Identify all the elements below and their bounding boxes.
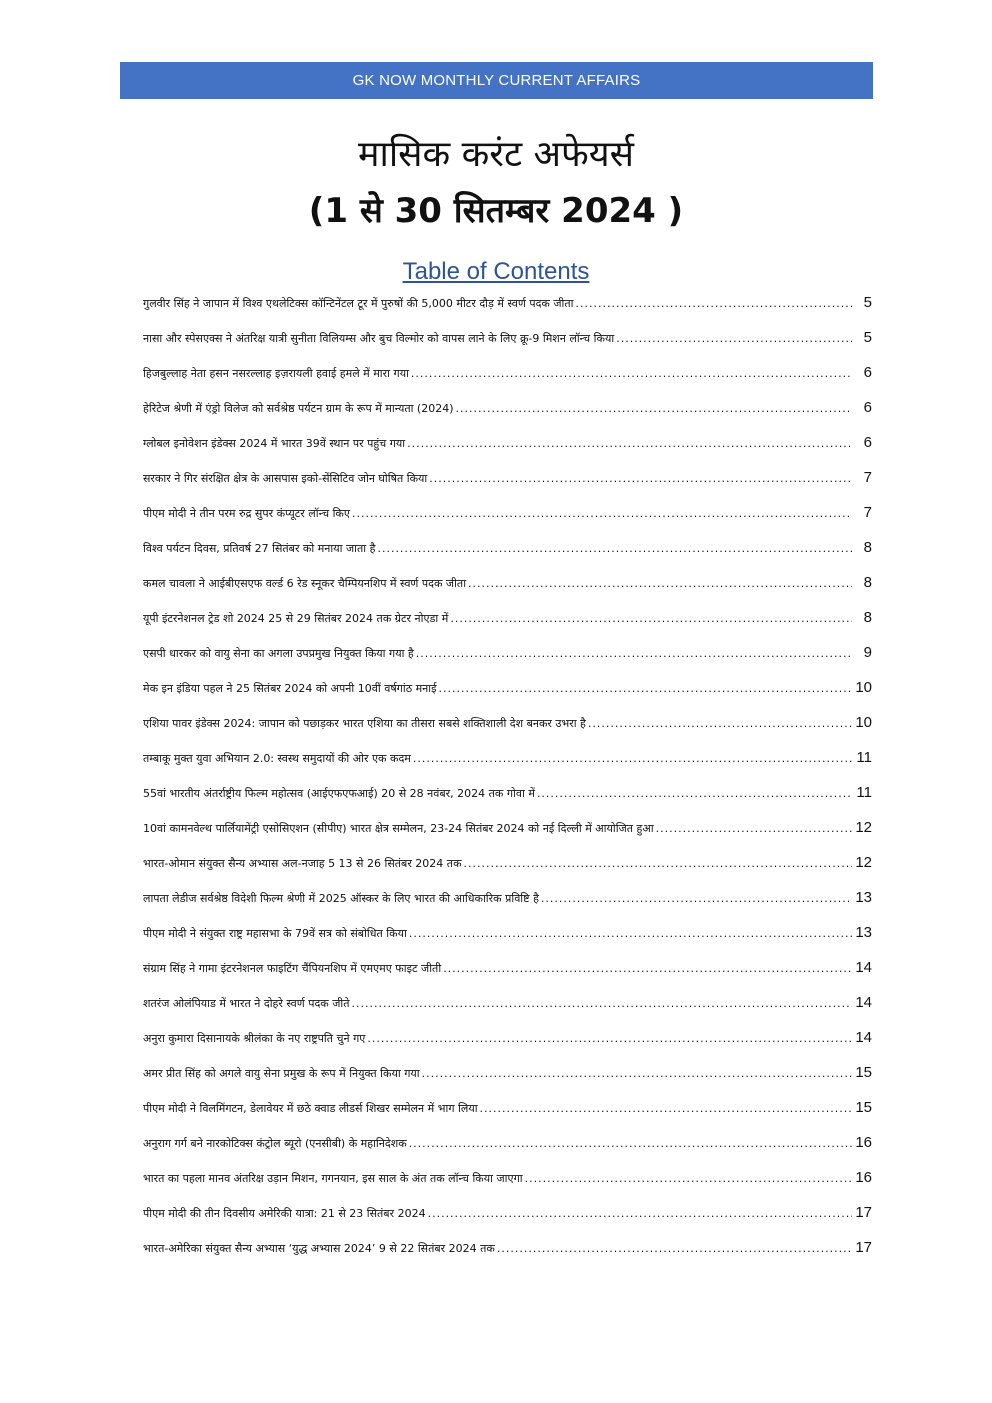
toc-entry[interactable]: [143, 1134, 872, 1169]
toc-entry-page-number[interactable]: 8: [863, 609, 872, 626]
toc-dot-leader: [525, 1172, 852, 1185]
toc-entry-page-number[interactable]: 9: [863, 644, 872, 661]
toc-entry[interactable]: [143, 294, 872, 329]
toc-dot-leader: [428, 1207, 852, 1220]
toc-entry[interactable]: [143, 644, 872, 679]
toc-dot-leader: [541, 892, 852, 905]
toc-entry-page-number[interactable]: 6: [863, 364, 872, 381]
toc-entry-title[interactable]: सरकार ने गिर संरक्षित क्षेत्र के आसपास इको-सेंसिटिव जोन घोषित किया: [143, 472, 428, 485]
toc-entry-title[interactable]: एशिया पावर इंडेक्स 2024: जापान को पछाड़कर भारत एशिया का तीसरा सबसे शक्तिशाली देश बनकर उभरा है: [143, 717, 586, 730]
toc-entry[interactable]: [143, 434, 872, 469]
toc-entry-title[interactable]: तम्बाकू मुक्त युवा अभियान 2.0: स्वस्थ समुदायों की ओर एक कदम: [143, 752, 411, 765]
toc-entry[interactable]: [143, 854, 872, 889]
toc-entry-page-number[interactable]: 16: [855, 1134, 872, 1151]
toc-entry-title[interactable]: एसपी धारकर को वायु सेना का अगला उपप्रमुख नियुक्त किया गया है: [143, 647, 414, 660]
toc-dot-leader: [367, 1032, 852, 1045]
toc-entry-page-number[interactable]: 6: [863, 434, 872, 451]
toc-entry[interactable]: [143, 469, 872, 504]
toc-entry[interactable]: [143, 1099, 872, 1134]
toc-entry-title[interactable]: पीएम मोदी की तीन दिवसीय अमेरिकी यात्रा: 21 से 23 सितंबर 2024: [143, 1207, 426, 1220]
toc-entry-page-number[interactable]: 10: [855, 714, 872, 731]
toc-entry-title[interactable]: विश्व पर्यटन दिवस, प्रतिवर्ष 27 सितंबर को मनाया जाता है: [143, 542, 376, 555]
toc-entry[interactable]: [143, 1029, 872, 1064]
toc-entry-page-number[interactable]: 11: [856, 784, 872, 801]
toc-dot-leader: [464, 857, 852, 870]
toc-entry-page-number[interactable]: 15: [855, 1099, 872, 1116]
toc-entry-title[interactable]: शतरंज ओलंपियाड में भारत ने दोहरे स्वर्ण पदक जीते: [143, 997, 350, 1010]
toc-entry-page-number[interactable]: 13: [855, 924, 872, 941]
toc-dot-leader: [616, 332, 852, 345]
toc-entry[interactable]: [143, 784, 872, 819]
toc-entry-page-number[interactable]: 7: [863, 469, 872, 486]
toc-entry-title[interactable]: भारत-ओमान संयुक्त सैन्य अभ्यास अल-नजाह 5 13 से 26 सितंबर 2024 तक: [143, 857, 462, 870]
toc-entry-page-number[interactable]: 14: [855, 1029, 872, 1046]
toc-dot-leader: [588, 717, 852, 730]
toc-dot-leader: [416, 647, 852, 660]
header-banner: [120, 62, 873, 99]
toc-entry-page-number[interactable]: 6: [863, 399, 872, 416]
toc-entry[interactable]: [143, 959, 872, 994]
toc-entry-title[interactable]: भारत-अमेरिका संयुक्त सैन्य अभ्यास ‘युद्ध अभ्यास 2024’ 9 से 22 सितंबर 2024 तक: [143, 1242, 495, 1255]
toc-dot-leader: [443, 962, 852, 975]
toc-dot-leader: [409, 1137, 852, 1150]
toc-dot-leader: [409, 927, 852, 940]
toc-dot-leader: [377, 542, 852, 555]
toc-entry-title[interactable]: ग्लोबल इनोवेशन इंडेक्स 2024 में भारत 39वें स्थान पर पहुंच गया: [143, 437, 406, 450]
toc-entry[interactable]: [143, 329, 872, 364]
toc-dot-leader: [576, 297, 853, 310]
header-banner-text: GK NOW MONTHLY CURRENT AFFAIRS: [352, 72, 641, 89]
toc-entry[interactable]: [143, 679, 872, 714]
toc-entry-page-number[interactable]: 8: [863, 574, 872, 591]
toc-entry-page-number[interactable]: 7: [863, 504, 872, 521]
toc-entry-title[interactable]: यूपी इंटरनेशनल ट्रेड शो 2024 25 से 29 सितंबर 2024 तक ग्रेटर नोएडा में: [143, 612, 449, 625]
toc-entry[interactable]: [143, 609, 872, 644]
toc-entry-title[interactable]: लापता लेडीज सर्वश्रेष्ठ विदेशी फिल्म श्रेणी में 2025 ऑस्कर के लिए भारत की आधिकारिक प्रविष्टि है: [143, 892, 539, 905]
toc-entry-page-number[interactable]: 17: [855, 1239, 872, 1256]
toc-entry-page-number[interactable]: 10: [855, 679, 872, 696]
toc-entry[interactable]: [143, 574, 872, 609]
toc-entry-title[interactable]: अमर प्रीत सिंह को अगले वायु सेना प्रमुख के रूप में नियुक्त किया गया: [143, 1067, 420, 1080]
toc-entry[interactable]: [143, 1169, 872, 1204]
toc-entry[interactable]: [143, 364, 872, 399]
toc-entry-page-number[interactable]: 5: [863, 294, 872, 311]
toc-dot-leader: [352, 997, 852, 1010]
toc-entry-page-number[interactable]: 17: [855, 1204, 872, 1221]
toc-entry-title[interactable]: भारत का पहला मानव अंतरिक्ष उड़ान मिशन, गगनयान, इस साल के अंत तक लॉन्च किया जाएगा: [143, 1172, 523, 1185]
toc-entry-title[interactable]: गुलवीर सिंह ने जापान में विश्व एथलेटिक्स कॉन्टिनेंटल टूर में पुरुषों की 5,000 मीटर दौड़ में स्वर्ण पदक जीता: [143, 297, 574, 310]
toc-entry-title[interactable]: मेक इन इंडिया पहल ने 25 सितंबर 2024 को अपनी 10वीं वर्षगांठ मनाई: [143, 682, 437, 695]
toc-entry-title[interactable]: 10वां कामनवेल्थ पार्लियामेंट्री एसोसिएशन (सीपीए) भारत क्षेत्र सम्मेलन, 23-24 सितंबर 2024 को नई दिल्ली में आयोजित हुआ: [143, 822, 654, 835]
toc-entry-title[interactable]: अनुराग गर्ग बने नारकोटिक्स कंट्रोल ब्यूरो (एनसीबी) के महानिदेशक: [143, 1137, 407, 1150]
toc-entry-page-number[interactable]: 14: [855, 959, 872, 976]
toc-entry[interactable]: [143, 1204, 872, 1239]
toc-entry-title[interactable]: पीएम मोदी ने संयुक्त राष्ट्र महासभा के 79वें सत्र को संबोधित किया: [143, 927, 407, 940]
toc-dot-leader: [429, 472, 852, 485]
toc-dot-leader: [537, 787, 852, 800]
toc-dot-leader: [407, 437, 852, 450]
toc-entry[interactable]: [143, 924, 872, 959]
toc-dot-leader: [480, 1102, 852, 1115]
toc-dot-leader: [497, 1242, 852, 1255]
toc-entry-title[interactable]: पीएम मोदी ने तीन परम रुद्र सुपर कंप्यूटर लॉन्च किए: [143, 507, 350, 520]
toc-list: [143, 294, 872, 1274]
toc-entry-page-number[interactable]: 13: [855, 889, 872, 906]
toc-dot-leader: [411, 367, 852, 380]
toc-dot-leader: [352, 507, 852, 520]
toc-entry-title[interactable]: कमल चावला ने आईबीएसएफ वर्ल्ड 6 रेड स्नूकर चैम्पियनशिप में स्वर्ण पदक जीता: [143, 577, 467, 590]
toc-heading: Table of Contents: [402, 258, 590, 285]
toc-entry-title[interactable]: 55वां भारतीय अंतर्राष्ट्रीय फिल्म महोत्सव (आईएफएफआई) 20 से 28 नवंबर, 2024 तक गोवा में: [143, 787, 535, 800]
toc-entry-title[interactable]: हिजबुल्लाह नेता हसन नसरल्लाह इज़रायली हवाई हमले में मारा गया: [143, 367, 409, 380]
toc-dot-leader: [422, 1067, 852, 1080]
toc-entry-page-number[interactable]: 12: [855, 854, 872, 871]
toc-entry[interactable]: [143, 1239, 872, 1274]
toc-dot-leader: [456, 402, 852, 415]
toc-entry[interactable]: [143, 994, 872, 1029]
toc-entry-title[interactable]: पीएम मोदी ने विलमिंगटन, डेलावेयर में छठे क्वाड लीडर्स शिखर सम्मेलन में भाग लिया: [143, 1102, 478, 1115]
toc-entry[interactable]: [143, 714, 872, 749]
toc-entry-page-number[interactable]: 11: [856, 749, 872, 766]
toc-entry-page-number[interactable]: 5: [863, 329, 872, 346]
toc-entry[interactable]: [143, 1064, 872, 1099]
toc-entry-title[interactable]: हेरिटेज श्रेणी में एंड्रो विलेज को सर्वश्रेष्ठ पर्यटन ग्राम के रूप में मान्यता (2024): [143, 402, 454, 415]
toc-entry-title[interactable]: नासा और स्पेसएक्स ने अंतरिक्ष यात्री सुनीता विलियम्स और बुच विल्मोर को वापस लाने के लिए क्रू-9 मिशन लॉन्च किया: [143, 332, 615, 345]
toc-entry[interactable]: [143, 749, 872, 784]
toc-entry-page-number[interactable]: 16: [855, 1169, 872, 1186]
toc-entry[interactable]: [143, 504, 872, 539]
toc-dot-leader: [450, 612, 852, 625]
toc-dot-leader: [439, 682, 852, 695]
toc-entry-page-number[interactable]: 15: [855, 1064, 872, 1081]
toc-entry-page-number[interactable]: 8: [863, 539, 872, 556]
page-subtitle-date-range: (1 से 30 सितम्बर 2024 ): [308, 191, 684, 231]
toc-entry[interactable]: [143, 399, 872, 434]
toc-entry-title[interactable]: अनुरा कुमारा दिसानायके श्रीलंका के नए राष्ट्रपति चुने गए: [143, 1032, 366, 1045]
toc-entry-title[interactable]: संग्राम सिंह ने गामा इंटरनेशनल फाइटिंग चैंपियनशिप में एमएमए फाइट जीती: [143, 962, 442, 975]
page-title: मासिक करंट अफेयर्स: [357, 134, 635, 175]
toc-dot-leader: [468, 577, 852, 590]
toc-entry-page-number[interactable]: 12: [855, 819, 872, 836]
toc-entry[interactable]: [143, 819, 872, 854]
toc-entry[interactable]: [143, 539, 872, 574]
toc-dot-leader: [413, 752, 852, 765]
toc-dot-leader: [656, 822, 852, 835]
toc-entry-page-number[interactable]: 14: [855, 994, 872, 1011]
toc-entry[interactable]: [143, 889, 872, 924]
